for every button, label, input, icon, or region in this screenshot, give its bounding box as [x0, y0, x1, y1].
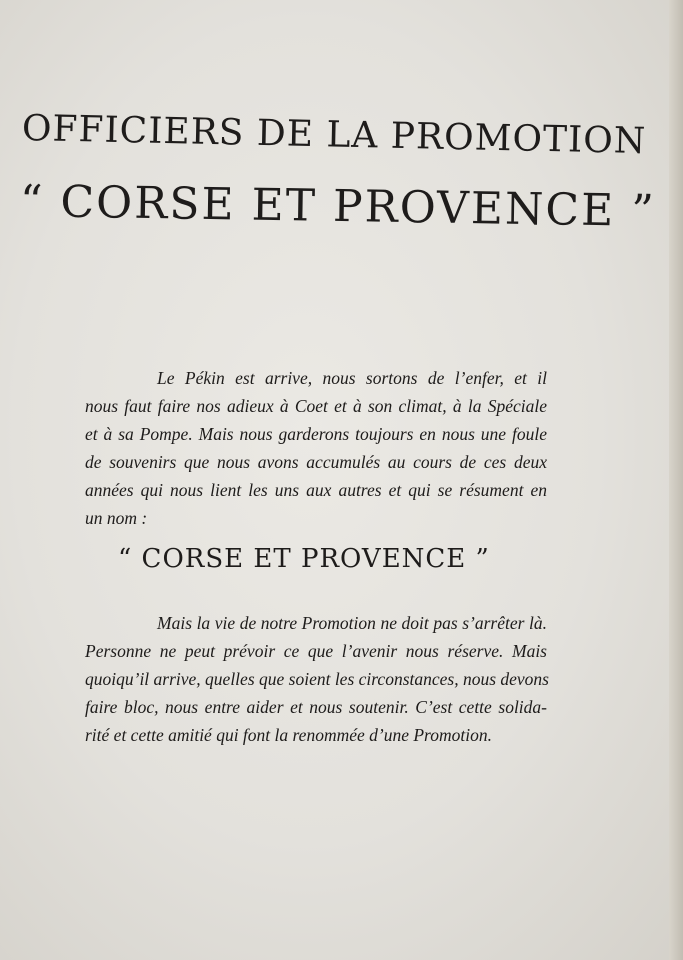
paragraph-line: un nom : — [85, 508, 148, 528]
page-title-line2: “ CORSE ET PROVENCE ” — [19, 176, 657, 237]
paragraph-line: rité et cette amitié qui font la renommée d’une Promotion. — [85, 725, 492, 745]
paragraph-line: Mais la vie de notre Promotion ne doit pas s’arrêter là. — [157, 613, 547, 633]
page-edge — [669, 0, 683, 960]
paragraph-line: de souvenirs que nous avons accumulés au cours de ces deux — [85, 452, 547, 472]
paragraph-line: années qui nous lient les uns aux autres et qui se résument en — [85, 480, 547, 500]
paragraph-line: Le Pékin est arrive, nous sortons de l’enfer, et il — [157, 368, 547, 388]
paragraph-line: faire bloc, nous entre aider et nous soutenir. C’est cette solida- — [85, 697, 547, 717]
paragraph-1 — [85, 364, 547, 532]
subheading: “ CORSE ET PROVENCE ” — [118, 544, 490, 574]
page-title-line1: OFFICIERS DE LA PROMOTION — [21, 108, 647, 163]
paragraph-line: et à sa Pompe. Mais nous garderons toujours en nous une foule — [85, 424, 547, 444]
paragraph-2 — [85, 609, 547, 749]
paragraph-line: Personne ne peut prévoir ce que l’avenir nous réserve. Mais — [85, 641, 547, 661]
paragraph-line: quoiqu’il arrive, quelles que soient les circonstances, nous devons — [85, 669, 549, 689]
paragraph-line: nous faut faire nos adieux à Coet et à son climat, à la Spéciale — [85, 396, 547, 416]
